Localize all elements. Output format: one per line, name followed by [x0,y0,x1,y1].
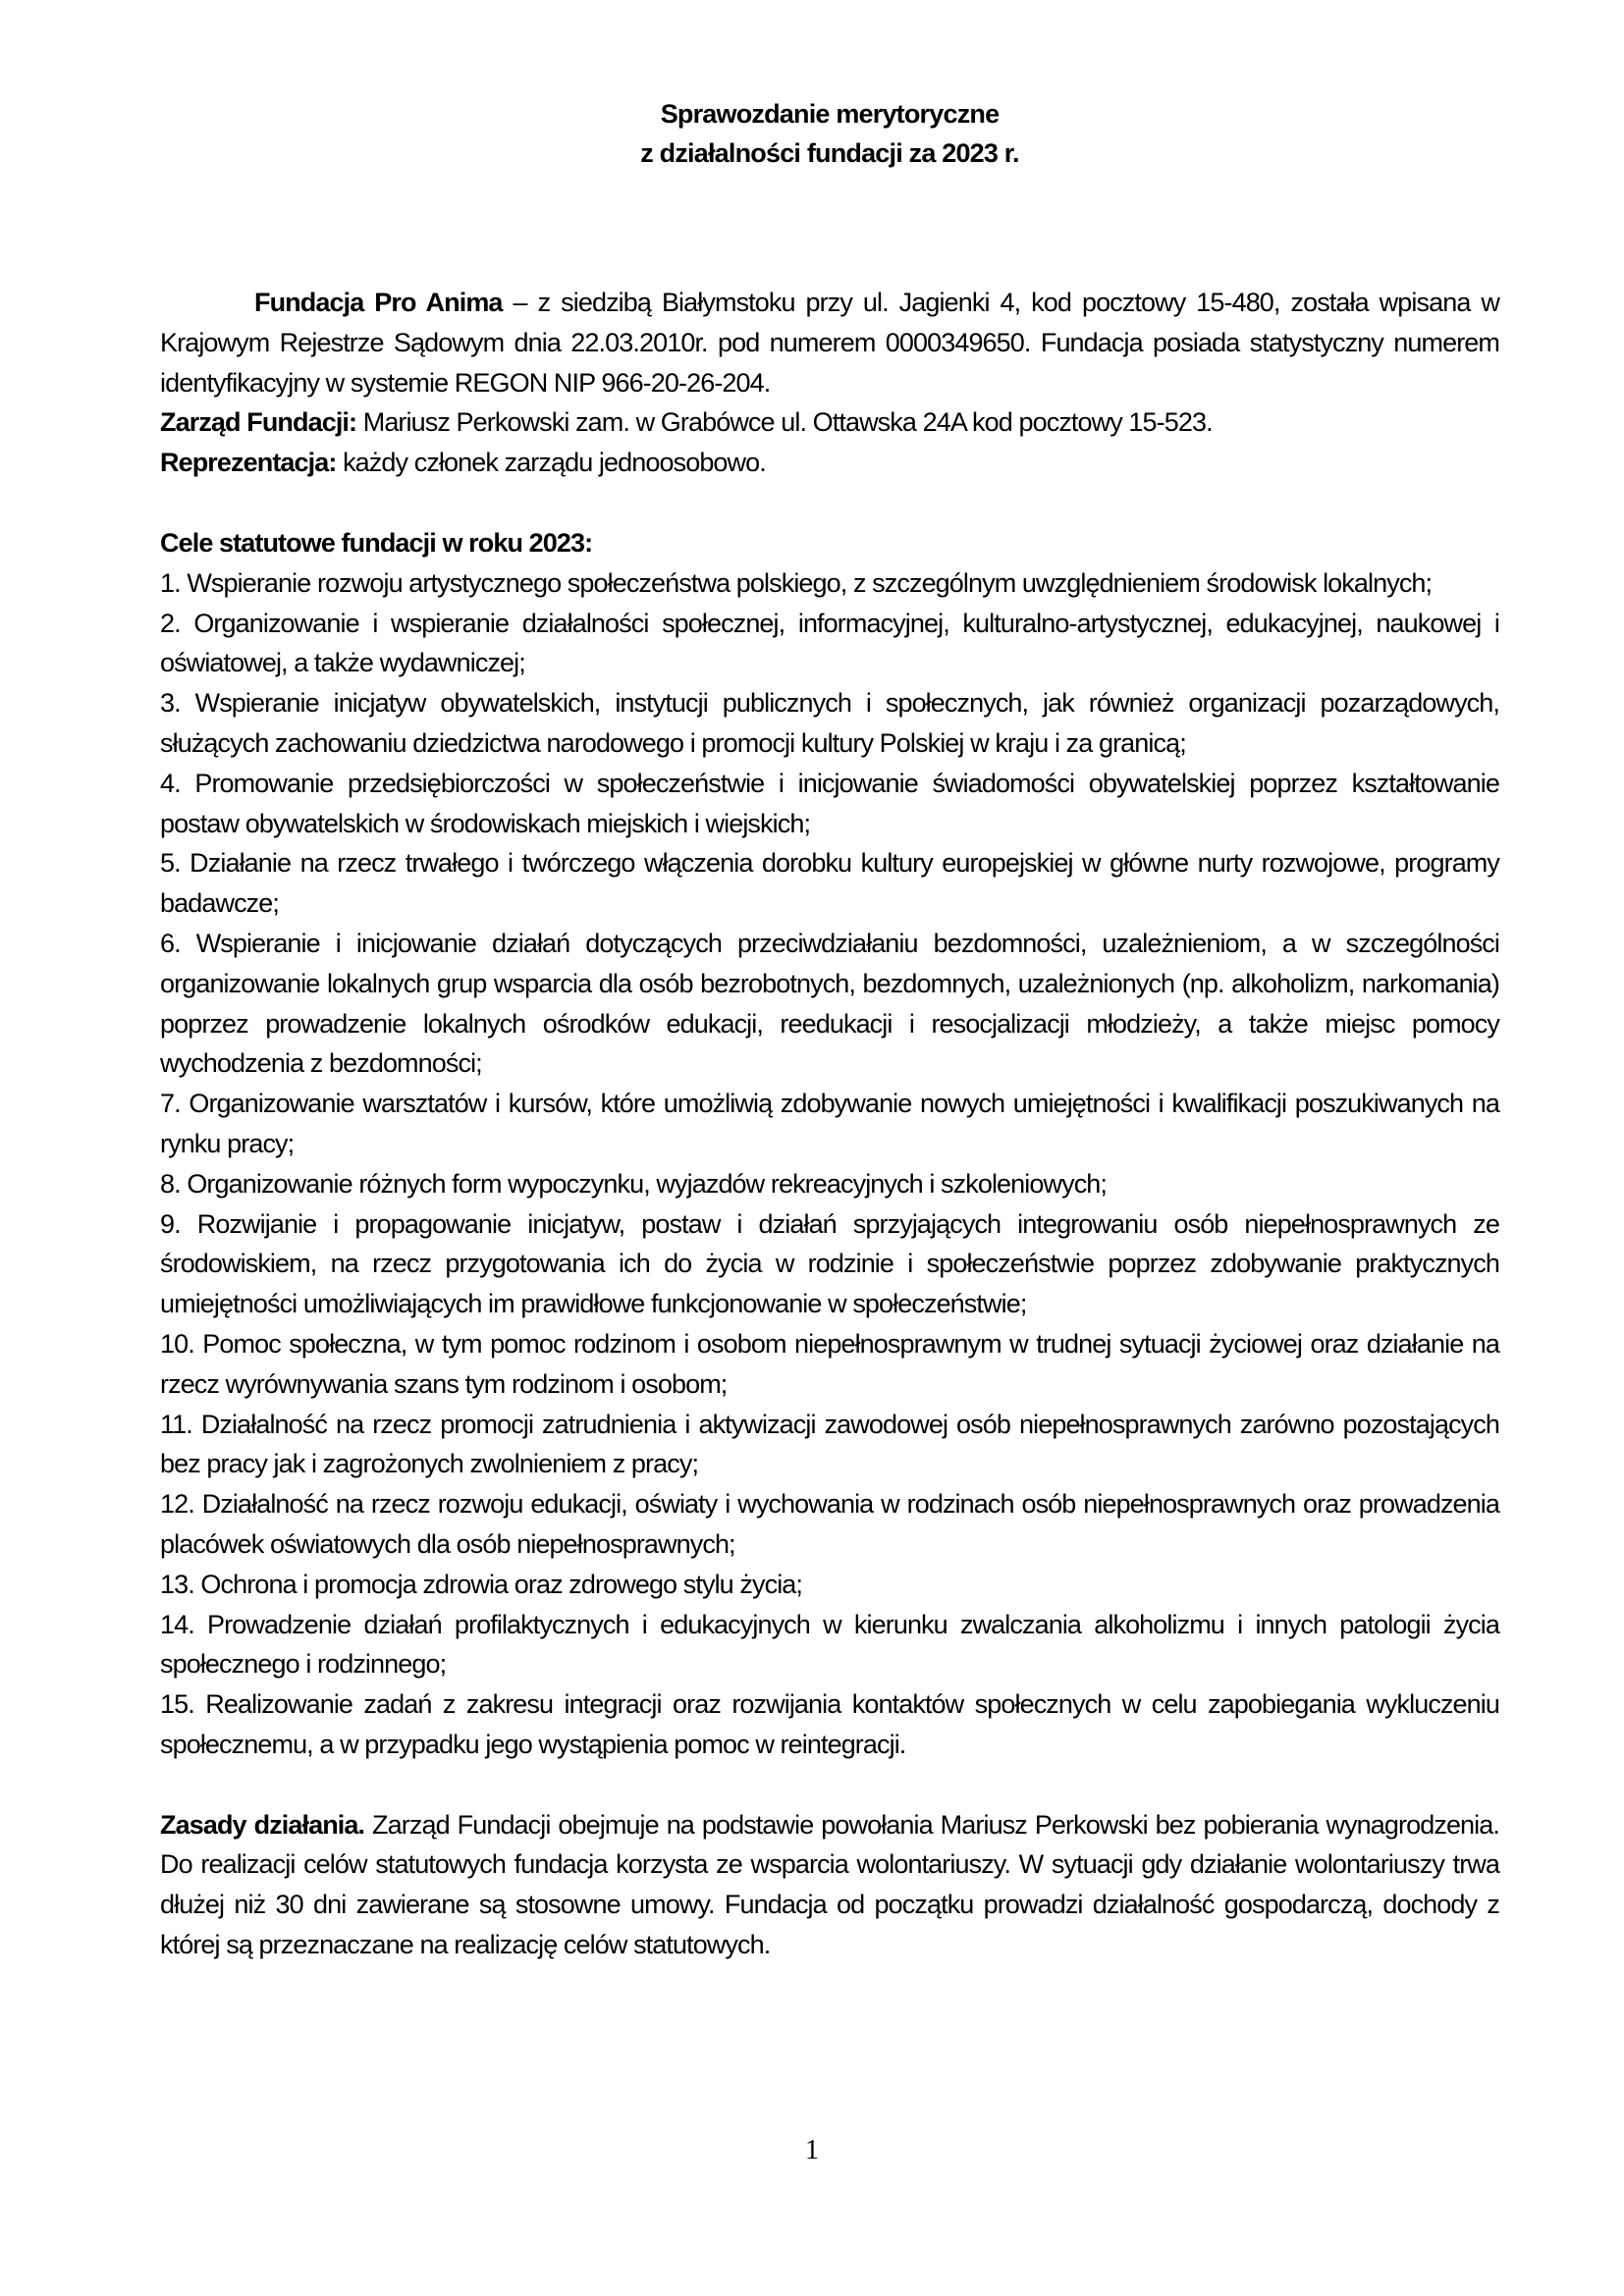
document-page [160,94,1499,1965]
operating-rules-section [160,1805,1499,1965]
goal-item: 1. Wspieranie rozwoju artystycznego społeczeństwa polskiego, z szczególnym uwzględnieniem środowisk lokalnych; [160,567,1433,598]
goal-item: 9. Rozwijanie i propagowanie inicjatyw, postaw i działań sprzyjających integrowaniu osób niepełnosprawnych ze środowiskiem, na rzecz przygotowania ich do życia w rodzinie i społeczeństwie poprzez zdobywanie praktycznych umiejętności umożliwiających im prawidłowe funkcjonowanie w społeczeństwie; [160,1208,1499,1319]
document-title [160,94,1499,173]
title-line-1: Sprawozdanie merytoryczne [660,99,1000,129]
org-name: Fundacja Pro Anima [254,288,503,317]
goals-list [160,563,1499,1765]
rules-text: Zarząd Fundacji obejmuje na podstawie powołania Mariusz Perkowski bez pobierania wynagrodzenia. Do realizacji celów statutowych fundacja korzysta ze wsparcia wolontariuszy. W sytuacji gdy działanie wolontariuszy trwa dłużej niż 30 dni zawierane są stosowne umowy. Fundacja od początku prowadzi działalność gospodarczą, dochody z której są przeznaczane na realizację celów statutowych. [160,1809,1499,1960]
goal-item: 6. Wspieranie i inicjowanie działań dotyczących przeciwdziałaniu bezdomności, uzależnieniom, a w szczególności organizowanie lokalnych grup wsparcia dla osób bezrobotnych, bezdomnych, uzależnionych (np. alkoholizm, narkomania) poprzez prowadzenie lokalnych ośrodków edukacji, reedukacji i resocjalizacji młodzieży, a także miejsc pomocy wychodzenia z bezdomności; [160,928,1499,1079]
goal-item: 2. Organizowanie i wspieranie działalności społecznej, informacyjnej, kulturalno-artystycznej, edukacyjnej, naukowej i oświatowej, a także wydawniczej; [160,608,1499,678]
title-line-2: z działalności fundacji za 2023 r. [640,138,1019,168]
goal-item: 8. Organizowanie różnych form wypoczynku, wyjazdów rekreacyjnych i szkoleniowych; [160,1168,1108,1199]
board-label: Zarząd Fundacji: [160,407,357,438]
goal-item: 11. Działalność na rzecz promocji zatrudnienia i aktywizacji zawodowej osób niepełnosprawnych zarówno pozostających bez pracy jak i zagrożonych zwolnieniem z pracy; [160,1409,1499,1479]
rules-label: Zasady działania. [160,1809,365,1840]
goal-item: 10. Pomoc społeczna, w tym pomoc rodzinom i osobom niepełnosprawnym w trudnej sytuacji życiowej oraz działanie na rzecz wyrównywania szans tym rodzinom i osobom; [160,1328,1499,1399]
intro-paragraph [160,283,1499,402]
goal-item: 5. Działanie na rzecz trwałego i twórczego włączenia dorobku kultury europejskiej w główne nurty rozwojowe, programy badawcze; [160,848,1499,919]
statutory-goals-section [160,523,1499,1765]
goal-item: 14. Prowadzenie działań profilaktycznych i edukacyjnych w kierunku zwalczania alkoholizmu i innych patologii życia społecznego i rodzinnego; [160,1609,1499,1680]
goal-item: 12. Działalność na rzecz rozwoju edukacji, oświaty i wychowania w rodzinach osób niepełnosprawnych oraz prowadzenia placówek oświatowych dla osób niepełnosprawnych; [160,1489,1499,1559]
goal-item: 4. Promowanie przedsiębiorczości w społeczeństwie i inicjowanie świadomości obywatelskiej poprzez kształtowanie postaw obywatelskich w środowiskach miejskich i wiejskich; [160,768,1499,838]
board-text: Mariusz Perkowski zam. w Grabówce ul. Ottawska 24A kod pocztowy 15-523. [356,407,1213,438]
intro-section [160,283,1499,483]
representation-paragraph [160,443,1499,483]
org-description: – z siedzibą Białymstoku przy ul. Jagienki 4, kod pocztowy 15-480, została wpisana w Krajowym Rejestrze Sądowym dnia 22.03.2010r. pod numerem 0000349650. Fundacja posiada statystyczny numerem identyfikacyjny w systemie REGON NIP 966-20-26-204. [160,288,1499,398]
goals-heading: Cele statutowe fundacji w roku 2023: [160,527,593,558]
rules-paragraph [160,1805,1499,1965]
goal-item: 15. Realizowanie zadań z zakresu integracji oraz rozwijania kontaktów społecznych w celu zapobiegania wykluczeniu społecznemu, a w przypadku jego wystąpienia pomoc w reintegracji. [160,1689,1499,1759]
representation-text: każdy członek zarządu jednoosobowo. [336,448,766,478]
board-paragraph [160,402,1499,443]
goal-item: 13. Ochrona i promocja zdrowia oraz zdrowego stylu życia; [160,1569,803,1599]
goal-item: 7. Organizowanie warsztatów i kursów, które umożliwią zdobywanie nowych umiejętności i kwalifikacji poszukiwanych na rynku pracy; [160,1089,1499,1158]
representation-label: Reprezentacja: [160,448,337,478]
goal-item: 3. Wspieranie inicjatyw obywatelskich, instytucji publicznych i społecznych, jak również organizacji pozarządowych, służących zachowaniu dziedzictwa narodowego i promocji kultury Polskiej w kraju i za granicą; [160,688,1499,758]
page-number: 1 [805,2135,819,2165]
